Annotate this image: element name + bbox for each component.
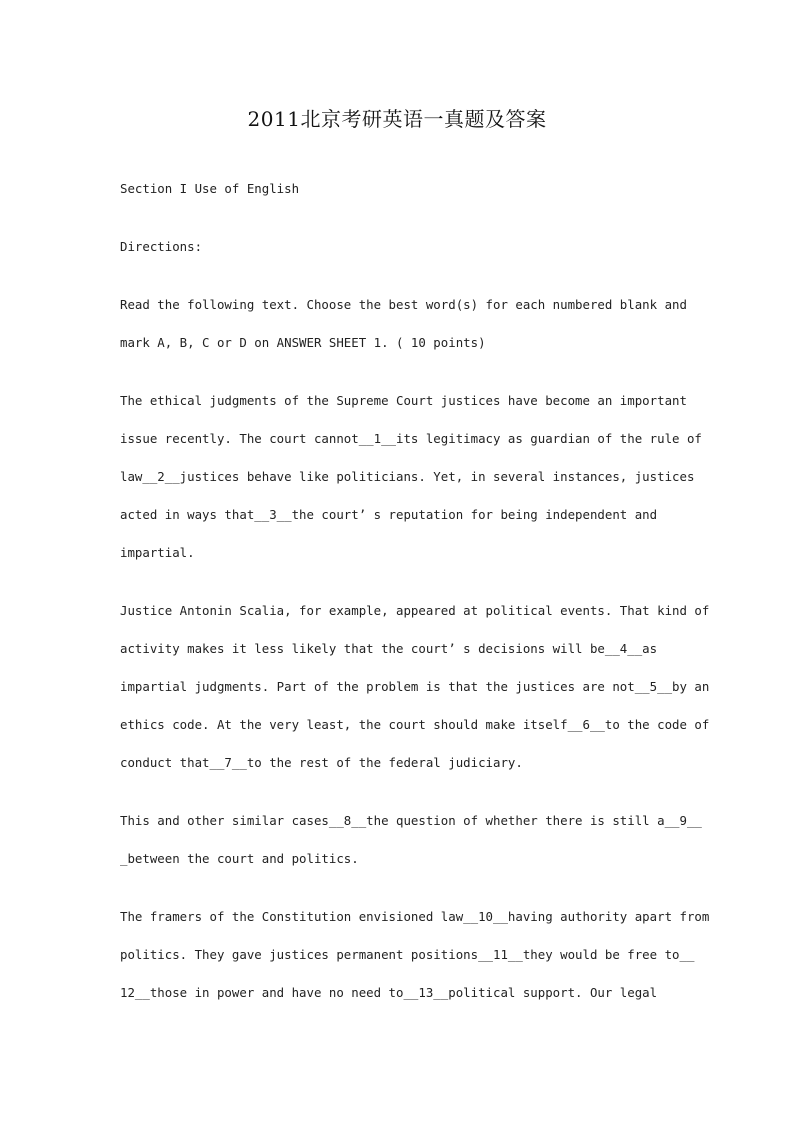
section-heading: Section I Use of English (120, 181, 300, 196)
passage-line: This and other similar cases__8__the question of whether there is still a__9__ (120, 813, 702, 828)
passage-line: impartial. (120, 545, 195, 560)
passage-line: issue recently. The court cannot__1__its legitimacy as guardian of the rule of (120, 431, 702, 446)
passage-line: 12__those in power and have no need to__13__political support. Our legal (120, 985, 658, 1000)
passage-line: acted in ways that__3__the court’ s reputation for being independent and (120, 507, 658, 522)
passage-line: The ethical judgments of the Supreme Court justices have become an important (120, 393, 687, 408)
directions-line: mark A, B, C or D on ANSWER SHEET 1. ( 10 points) (120, 335, 486, 350)
directions-label: Directions: (120, 239, 203, 254)
passage-line: conduct that__7__to the rest of the federal judiciary. (120, 755, 523, 770)
passage-line: _between the court and politics. (120, 851, 359, 866)
passage-line: politics. They gave justices permanent positions__11__they would be free to__ (120, 947, 695, 962)
page-title: 2011北京考研英语一真题及答案 (247, 107, 547, 131)
passage-line: activity makes it less likely that the court’ s decisions will be__4__as (120, 641, 658, 656)
passage-line: ethics code. At the very least, the court should make itself__6__to the code of (120, 717, 710, 732)
passage-line: Justice Antonin Scalia, for example, appeared at political events. That kind of (120, 603, 710, 618)
passage-line: impartial judgments. Part of the problem is that the justices are not__5__by an (120, 679, 710, 694)
passage-line: The framers of the Constitution envisioned law__10__having authority apart from (120, 909, 710, 924)
passage-line: law__2__justices behave like politicians. Yet, in several instances, justices (120, 469, 695, 484)
directions-line: Read the following text. Choose the best word(s) for each numbered blank and (120, 297, 687, 312)
